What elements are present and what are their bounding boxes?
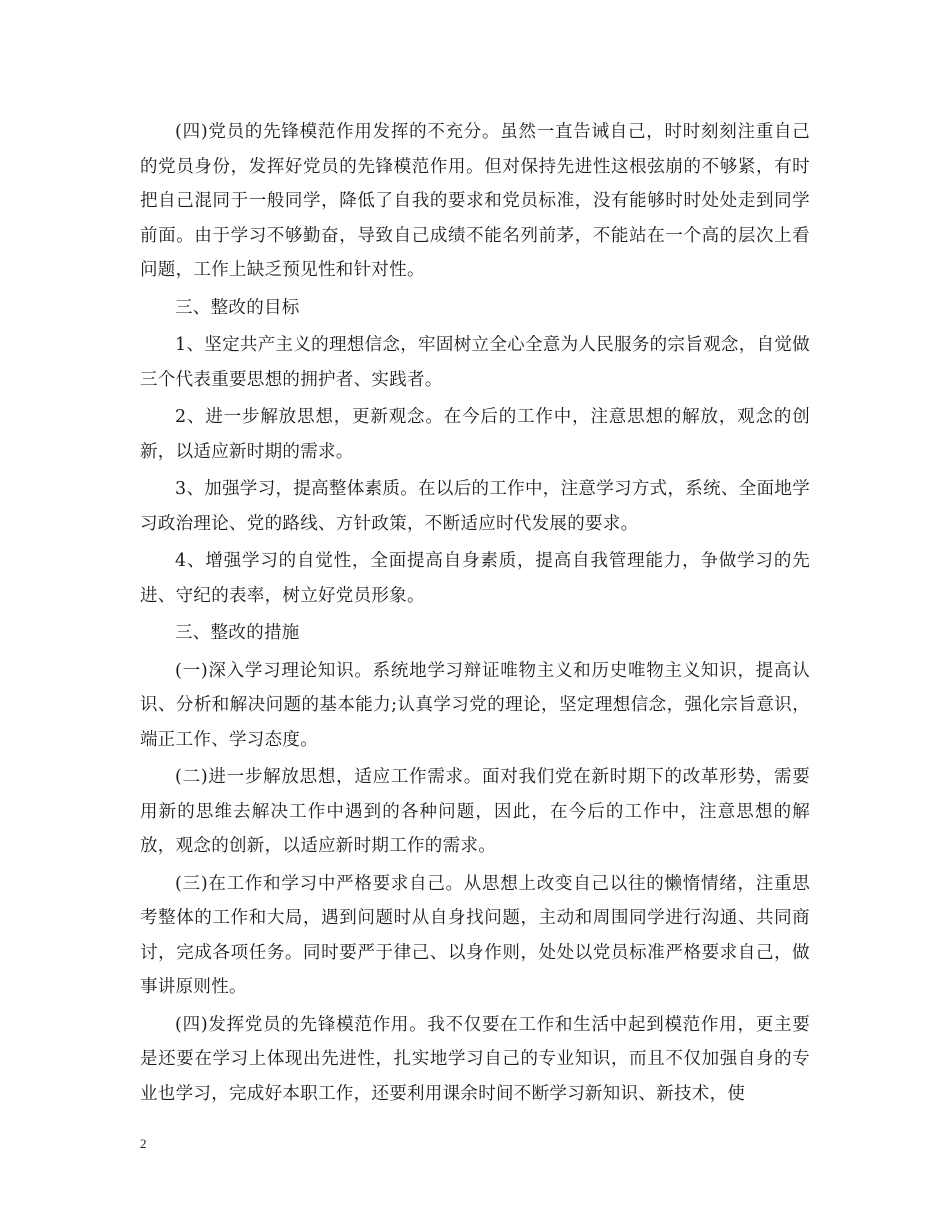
measure-item-2: (二)进一步解放思想，适应工作需求。面对我们党在新时期下的改革形势，需要用新的思维去解决工作中遇到的各种问题，因此，在今后的工作中，注意思想的解放，观念的创新，以适应新时期工作的需求。: [140, 767, 810, 856]
measure-item-1: (一)深入学习理论知识。系统地学习辩证唯物主义和历史唯物主义知识，提高认识、分析和解决问题的基本能力;认真学习党的理论，坚定理想信念，强化宗旨意识，端正工作、学习态度。: [140, 660, 810, 750]
goal-item-4: 4、增强学习的自觉性，全面提高自身素质，提高自我管理能力，争做学习的先进、守纪的表率，树立好党员形象。: [140, 551, 810, 606]
goal-item-1: 1、坚定共产主义的理想信念，牢固树立全心全意为人民服务的宗旨观念，自觉做三个代表重要思想的拥护者、实践者。: [140, 335, 810, 390]
section-heading-measures: 三、整改的措施: [175, 623, 300, 643]
document-body: [140, 115, 810, 1114]
section-heading-goals: 三、整改的目标: [175, 297, 300, 318]
measure-item-3: (三)在工作和学习中严格要求自己。从思想上改变自己以往的懒惰情绪，注重思考整体的工作和大局，遇到问题时从自身找问题，主动和周围同学进行沟通、共同商讨，完成各项任务。同时要严于律己、以身作则，处处以党员标准严格要求自己，做事讲原则性。: [140, 873, 810, 997]
paragraph-party-member-role: (四)党员的先锋模范作用发挥的不充分。虽然一直告诫自己，时时刻刻注重自己的党员身份，发挥好党员的先锋模范作用。但对保持先进性这根弦崩的不够紧，有时把自己混同于一般同学，降低了自我的要求和党员标准，没有能够时时处处走到同学前面。由于学习不够勤奋，导致自己成绩不能名列前茅，不能站在一个高的层次上看问题，工作上缺乏预见性和针对性。: [140, 122, 810, 280]
goal-item-2: 2、进一步解放思想，更新观念。在今后的工作中，注意思想的解放，观念的创新，以适应新时期的需求。: [140, 407, 810, 462]
goal-item-3: 3、加强学习，提高整体素质。在以后的工作中，注意学习方式，系统、全面地学习政治理论、党的路线、方针政策，不断适应时代发展的要求。: [140, 479, 810, 534]
measure-item-4: (四)发挥党员的先锋模范作用。我不仅要在工作和生活中起到模范作用，更主要是还要在学习上体现出先进性，扎实地学习自己的专业知识，而且不仅加强自身的专业也学习，完成好本职工作，还要利用课余时间不断学习新知识、新技术，使: [140, 1014, 810, 1104]
page-number: 2: [140, 1136, 147, 1151]
